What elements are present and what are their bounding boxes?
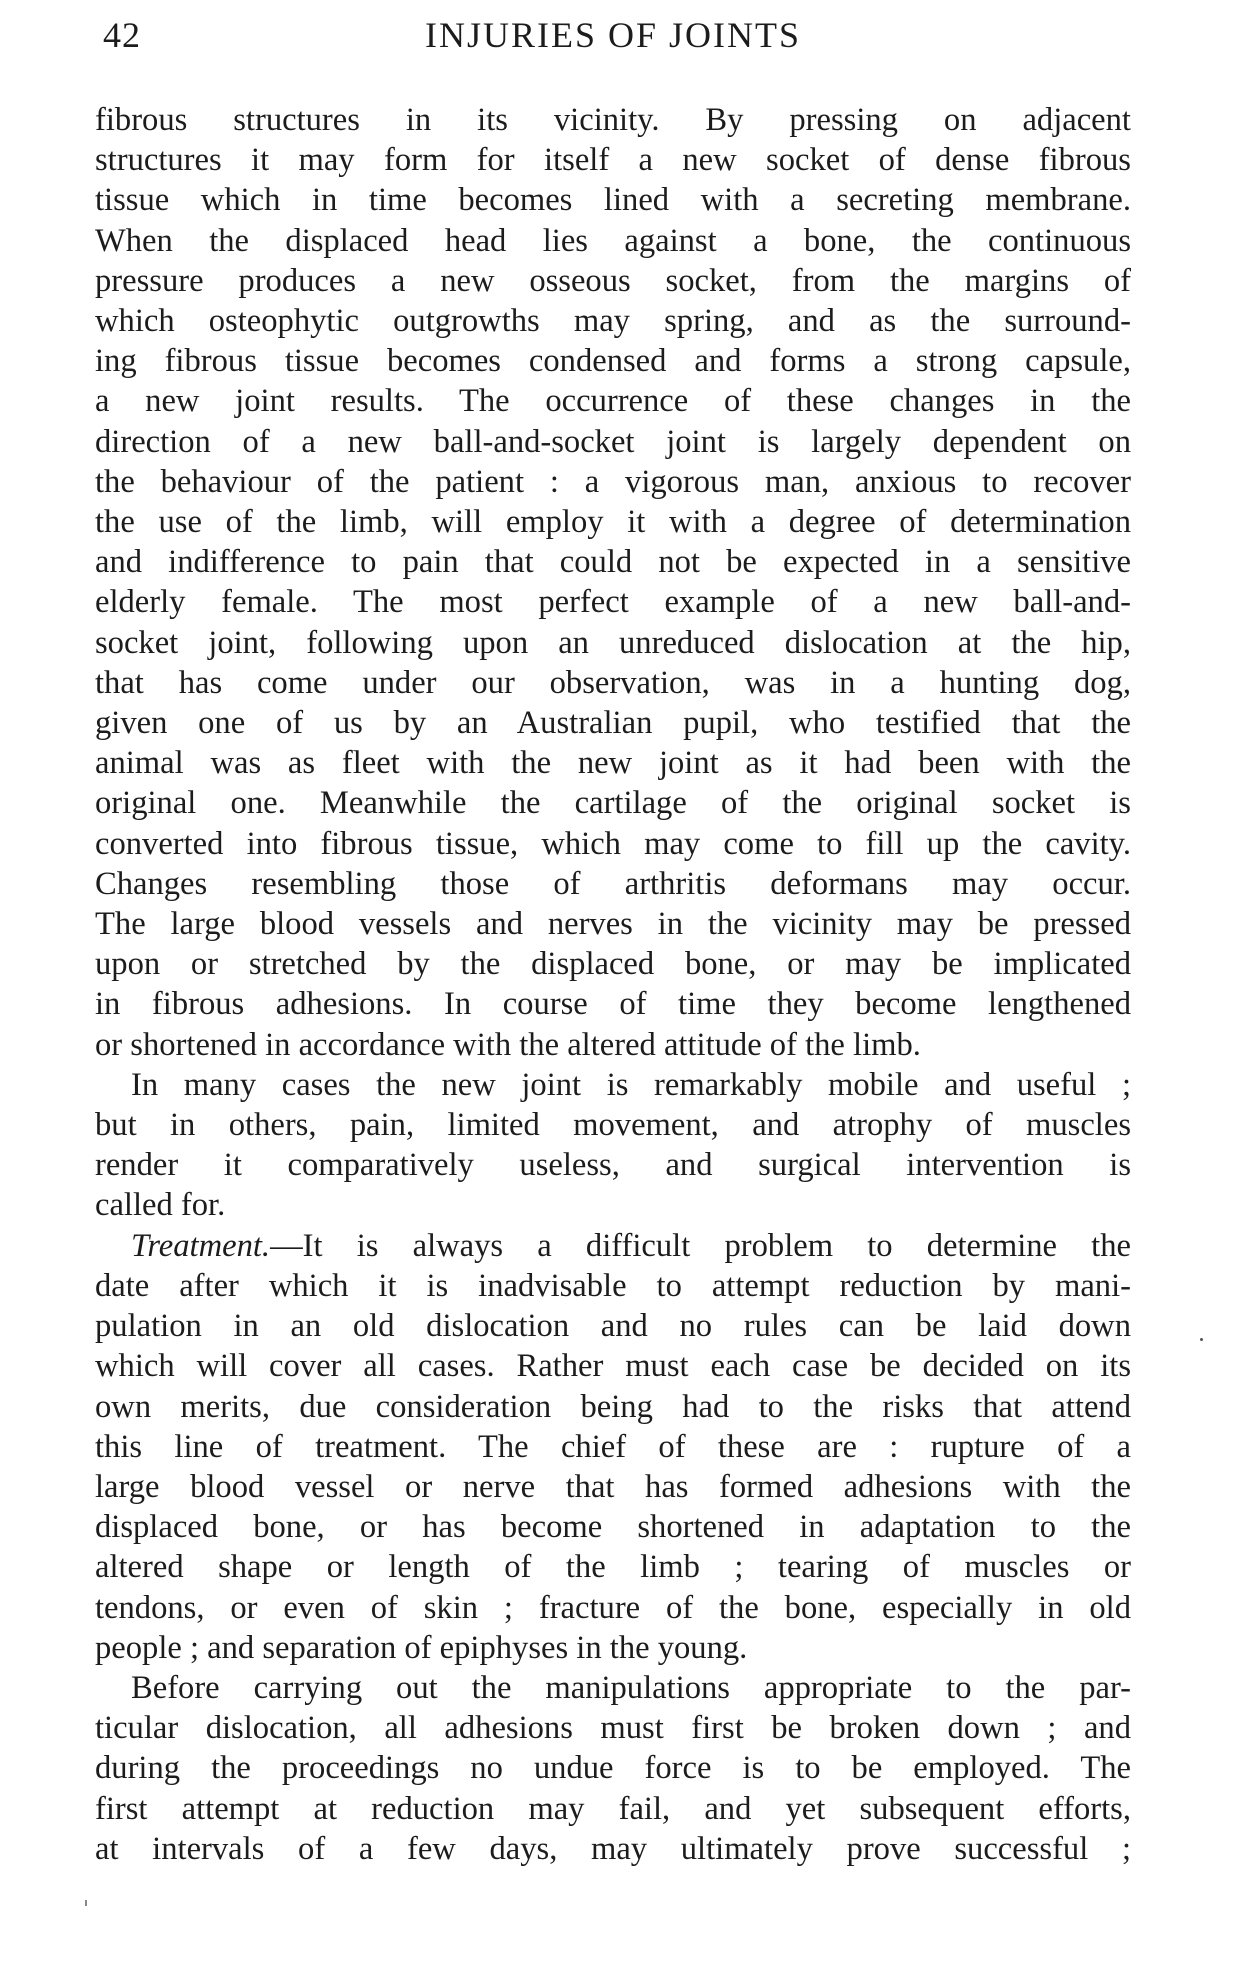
text-line: at intervals of a few days, may ultimately prove successful ; (95, 1830, 1131, 1867)
paragraph-treatment (95, 1226, 1131, 1668)
text-line: given one of us by an Australian pupil, who testified that the (95, 705, 1131, 742)
text-line: animal was as fleet with the new joint as it had been with the (95, 745, 1131, 782)
text-line: large blood vessel or nerve that has formed adhesions with the (95, 1468, 1131, 1505)
text-line: socket joint, following upon an unreduced dislocation at the hip, (95, 624, 1131, 661)
text-line: Changes resembling those of arthritis deformans may occur. (95, 865, 1131, 902)
text-line: which osteophytic outgrowths may spring, and as the surround- (95, 303, 1131, 340)
text-line: ticular dislocation, all adhesions must first be broken down ; and (95, 1710, 1131, 1747)
text-line: direction of a new ball-and-socket joint is largely dependent on (95, 423, 1131, 460)
text-line: this line of treatment. The chief of these are : rupture of a (95, 1428, 1131, 1465)
text-line: that has come under our observation, was in a hunting dog, (95, 664, 1131, 701)
text-line: ing fibrous tissue becomes condensed and forms a strong capsule, (95, 343, 1131, 380)
text-line: fibrous structures in its vicinity. By pressing on adjacent (95, 102, 1131, 138)
text-line: people ; and separation of epiphyses in the young. (95, 1629, 748, 1666)
text-line: or shortened in accordance with the altered attitude of the limb. (95, 1026, 921, 1063)
scan-speck (1200, 1338, 1203, 1341)
text-line: The large blood vessels and nerves in the vicinity may be pressed (95, 906, 1131, 943)
text-line: in fibrous adhesions. In course of time they become lengthened (95, 986, 1131, 1023)
text-line: tissue which in time becomes lined with a secreting membrane. (95, 182, 1131, 219)
text-line: elderly female. The most perfect example of a new ball-and- (95, 584, 1131, 621)
text-line: called for. (95, 1187, 226, 1224)
text-line: own merits, due consideration being had to the risks that attend (95, 1388, 1131, 1425)
text-line: tendons, or even of skin ; fracture of the bone, especially in old (95, 1589, 1131, 1626)
text-line: pressure produces a new osseous socket, from the margins of (95, 262, 1131, 299)
text-line: original one. Meanwhile the cartilage of the original socket is (95, 785, 1131, 822)
scan-mark (85, 1900, 87, 1906)
text-line-treatment-lead (95, 1226, 1131, 1266)
text-run: —It is always a difficult problem to determine the (270, 1227, 1131, 1264)
text-line: When the displaced head lies against a bone, the continuous (95, 222, 1131, 259)
text-line: but in others, pain, limited movement, and atrophy of muscles (95, 1107, 1131, 1144)
section-run-in-heading: Treatment. (131, 1227, 271, 1264)
text-line: the behaviour of the patient : a vigorous man, anxious to recover (95, 463, 1131, 500)
text-line: and indifference to pain that could not be expected in a sensitive (95, 544, 1131, 581)
text-line: date after which it is inadvisable to attempt reduction by mani- (95, 1267, 1131, 1304)
text-line: pulation in an old dislocation and no rules can be laid down (95, 1308, 1131, 1345)
text-line: Before carrying out the manipulations appropriate to the par- (131, 1669, 1131, 1706)
text-line: converted into fibrous tissue, which may come to fill up the cavity. (95, 825, 1131, 862)
paragraph-new-joint (95, 1065, 1131, 1226)
text-line: altered shape or length of the limb ; tearing of muscles or (95, 1549, 1131, 1586)
page-number: 42 (103, 15, 141, 55)
body-text (95, 100, 1131, 1869)
text-line: a new joint results. The occurrence of these changes in the (95, 383, 1131, 420)
text-line: In many cases the new joint is remarkably mobile and useful ; (131, 1066, 1131, 1103)
paragraph-continued (95, 100, 1131, 1065)
text-line: during the proceedings no undue force is to be employed. The (95, 1750, 1131, 1787)
running-title: INJURIES OF JOINTS (424, 15, 802, 55)
text-line: which will cover all cases. Rather must each case be decided on its (95, 1348, 1131, 1385)
page-header (95, 14, 1131, 66)
paragraph-manipulations (95, 1668, 1131, 1869)
text-line: first attempt at reduction may fail, and yet subsequent efforts, (95, 1790, 1131, 1827)
text-line: structures it may form for itself a new socket of dense fibrous (95, 142, 1131, 179)
text-line: displaced bone, or has become shortened in adaptation to the (95, 1509, 1131, 1546)
text-line: render it comparatively useless, and surgical intervention is (95, 1147, 1131, 1184)
text-line: the use of the limb, will employ it with a degree of determination (95, 504, 1131, 541)
text-line: upon or stretched by the displaced bone, or may be implicated (95, 946, 1131, 983)
